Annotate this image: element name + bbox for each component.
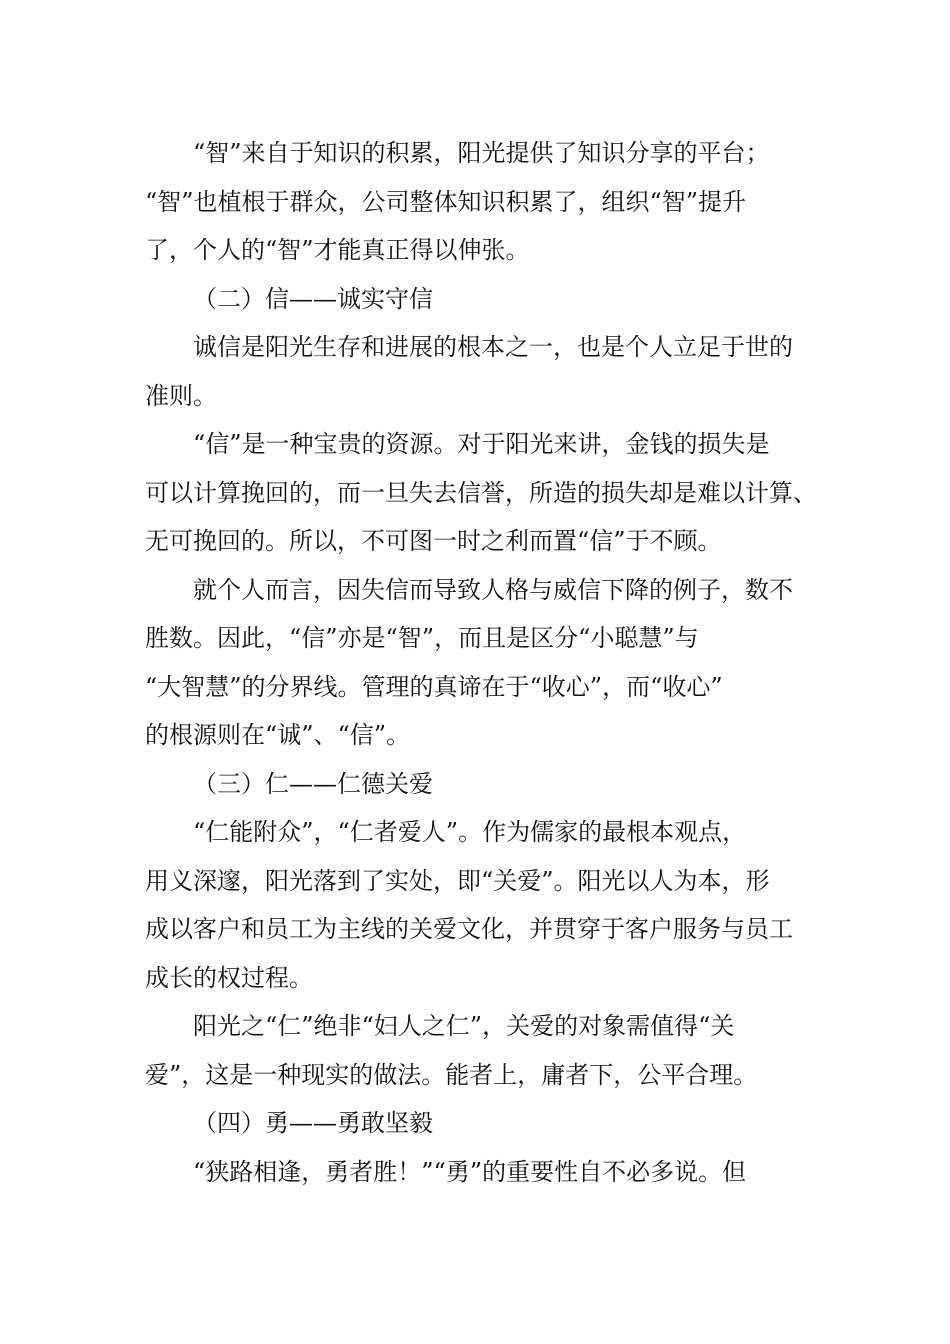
paragraph-line: 就个人而言，因失信而导致人格与威信下降的例子，数不 — [193, 575, 793, 604]
paragraph-line: “智”来自于知识的积累，阳光提供了知识分享的平台； — [193, 139, 770, 167]
paragraph-line: 可以计算挽回的，而一旦失去信誉，所造的损失却是难以计算、 — [145, 478, 817, 507]
paragraph-line: 胜数。因此，“信”亦是“智”，而且是区分“小聪慧”与 — [145, 624, 699, 652]
paragraph-line: “大智慧”的分界线。管理的真谛在于“收心”，而“收心” — [145, 672, 723, 701]
paragraph-line: 爱”，这是一种现实的做法。能者上，庸者下，公平合理。 — [145, 1060, 758, 1089]
paragraph-line: 的根源则在“诚”、“信”。 — [145, 721, 411, 749]
section-heading: （三）仁——仁德关爱 — [193, 769, 433, 798]
paragraph-line: 成以客户和员工为主线的关爱文化，并贯穿于客户服务与员工 — [145, 915, 793, 943]
paragraph-line: “智”也植根于群众，公司整体知识积累了，组织“智”提升 — [145, 187, 747, 216]
paragraph-line: 成长的权过程。 — [145, 963, 313, 992]
paragraph-line: “狭路相逢，勇者胜！”“勇”的重要性自不必多说。但 — [193, 1157, 747, 1186]
paragraph-line: “信”是一种宝贵的资源。对于阳光来讲，金钱的损失是 — [193, 430, 770, 458]
paragraph-line: 阳光之“仁”绝非“妇人之仁”，关爱的对象需值得“关 — [193, 1012, 735, 1040]
section-heading: （二）信——诚实守信 — [193, 284, 433, 313]
paragraph-line: 了，个人的“智”才能真正得以伸张。 — [145, 236, 530, 264]
section-heading: （四）勇——勇敢坚毅 — [193, 1109, 433, 1137]
paragraph-line: “仁能附众”，“仁者爱人”。作为儒家的最根本观点， — [193, 818, 747, 846]
paragraph-line: 诚信是阳光生存和进展的根本之一，也是个人立足于世的 — [193, 333, 793, 361]
paragraph-line: 准则。 — [145, 381, 217, 410]
paragraph-line: 用义深邃，阳光落到了实处，即“关爱”。阳光以人为本，形 — [145, 866, 770, 895]
paragraph-line: 无可挽回的。所以，不可图一时之利而置“信”于不顾。 — [145, 527, 722, 555]
document-body — [145, 129, 815, 1196]
